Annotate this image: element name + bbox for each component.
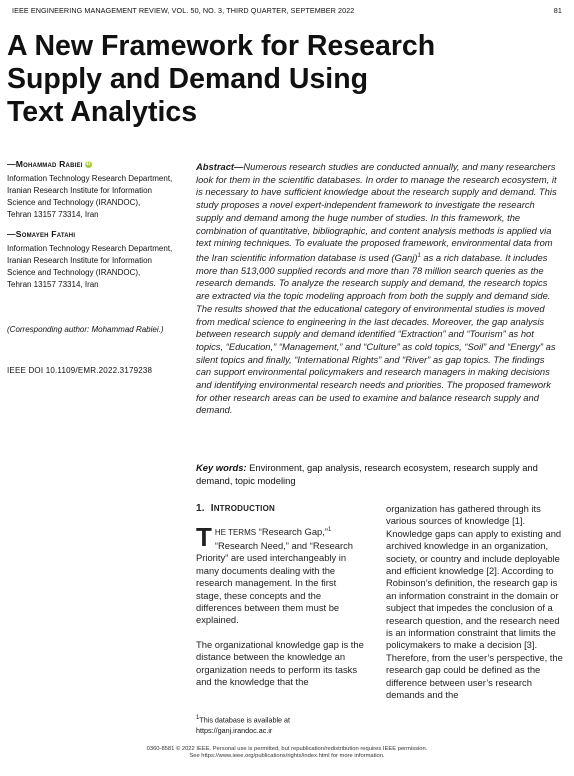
running-header [12,6,562,18]
rights-link-line[interactable]: See https://www.ieee.org/publications/rights/index.html for more information. [189,753,385,759]
doi[interactable]: IEEE DOI 10.1109/EMR.2022.3179238 [7,366,153,375]
keywords-label: Key words: [196,462,247,473]
author-affiliation: Information Technology Research Department, Iranian Research Institute for Information Science and Technology (IRANDOC), Tehran 13157 73314, Iran [7,174,173,219]
column-right: organization has gathered through its various sources of knowledge [1]. Knowledge gaps can apply to existing and archived knowledge in an organization, society, or country and include deployable and efficient knowledge [2]. According to Robinson’s definition, the research gap is an information constraint in the domain or subject that impedes the conclusion of a research question, and the research need is an information constraint that limits the policymakers to make a decision [3]. Therefore, from the user’s perspective, the research gap could be defined as the difference between user’s research demands and the [386,503,563,701]
journal-header: IEEE ENGINEERING MANAGEMENT REVIEW, VOL. 50, NO. 3, THIRD QUARTER, SEPTEMBER 2022 [12,6,355,15]
footnote: $^1$This database is available at https://ganj.irandoc.ac.ir [196,715,291,736]
copyright-footer [0,746,574,760]
intro-paragraph-1: THE TERMS “Research Gap,”$^1$ “Research Need,” and “Research Priority” are used interchangeably in many documents dealing with the research management. In the first stage, these concepts and the differences between them must be explained. [196,522,353,626]
title-line-2: Supply and Demand Using [7,63,369,95]
title-line-3: Text Analytics [7,96,198,128]
author-name: —Mohammad Rabiei [7,159,83,169]
abstract-label: Abstract— [196,161,244,172]
section-heading: 1. INTRODUCTION [196,503,276,514]
keywords [196,462,564,487]
abstract-text-continued: as a rich database. It includes more than 513,000 supplied records and more than 78 million search queries as the research demands. To analyze the research supply and demand, the research topics are extracted via the topic modeling approach from both the supply and demand side. The results showed that the educational category of environmental studies is moved from medical science to engineering in the last decades. Moreover, the gap analysis between research supply and demand identified “Extraction” and “Tourism” as hot topics, “Education,” “Management,” and “Culture” as cold topics, “Soil” and “Energy” as silent topics and finally, “International Rights” and “River” as gap topics. The findings can support environmental policymakers and research managers in making decisions and identifying environmental research needs and priorities. The proposed framework for other research areas can be used to examine and balance research supply and demand. [196,252,556,416]
footnote-mark: 1 [417,252,421,259]
keywords-text: Environment, gap analysis, research ecosystem, research supply and demand, topic modeling [196,462,538,486]
page-number: 81 [553,6,562,15]
article-title [7,30,547,129]
orcid-icon[interactable]: iD [85,161,91,167]
column-left [196,503,364,688]
footnote-text: This database is available at https://ganj.irandoc.ac.ir [196,715,291,736]
author-block-1 [7,159,189,221]
abstract [196,161,560,417]
copyright-line: 0360-8581 © 2022 IEEE. Personal use is permitted, but republication/redistribution requires IEEE permission. [146,746,428,752]
intro-paragraph-2: The organizational knowledge gap is the distance between the knowledge an organization needs to perform its tasks and the knowledge that the [196,638,364,687]
author-affiliation: Information Technology Research Department, Iranian Research Institute for Information Science and Technology (IRANDOC), Tehran 13157 73314, Iran [7,244,173,289]
title-line-1: A New Framework for Research [7,30,436,62]
drop-cap: T [196,522,212,553]
corresponding-author: (Corresponding author: Mohammad Rabiei.) [7,325,164,334]
author-block-2 [7,229,189,291]
author-name: —Somayeh Fatahi [7,229,76,239]
abstract-text: Numerous research studies are conducted annually, and many researchers look for them in the scientific databases. In order to manage the research ecosystem, it is necessary to have sufficient knowledge about the research supply and demand. This study proposes a novel expert-independent framework to investigate the research supply and demand among the huge number of studies. In this framework, the combination of quantitative, bibliographic, and content analysis methods is applied via text mining techniques. To evaluate the proposed framework, environmental data from the Iran scientific information database is used (Ganj) [196,161,557,264]
